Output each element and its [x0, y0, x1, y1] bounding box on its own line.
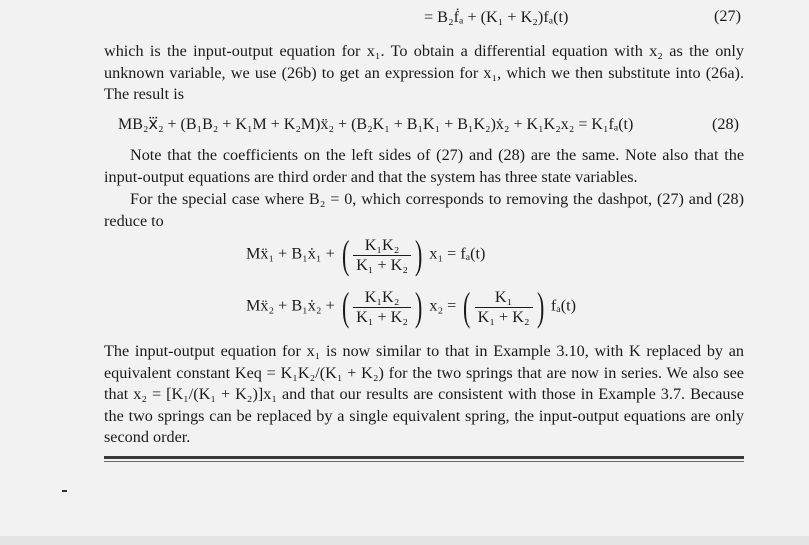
left-paren: ( [341, 284, 350, 329]
equation-28-number: (28) [712, 115, 739, 133]
eqB-lhs: Mẍ₂ + B₁ẋ₂ + [246, 296, 335, 315]
eqA-lhs: Mẍ₁ + B₁ẋ₁ + [246, 244, 335, 263]
equation-27 [424, 7, 568, 27]
eqB-frac1-denominator: K₁ + K₂ [353, 307, 411, 327]
equation-27-number: (27) [714, 7, 741, 25]
section-end-rule-thin [104, 461, 744, 462]
right-paren: ) [414, 284, 423, 329]
paragraph-2: Note that the coefficients on the left sides of (27) and (28) are the same. Note also that the input-output equations are third order and that the system has three state variables. [104, 146, 744, 186]
eqA-fraction [353, 236, 411, 275]
equation-28-expression: MB₂x⃛₂ + (B₁B₂ + K₁M + K₂M)ẍ₂ + (B₂K₁ + B₁K₁ + B₁K₂)ẋ₂ + K₁K₂x₂ = K₁fₐ(t) [118, 116, 634, 133]
eqB-frac1-numerator: K₁K₂ [364, 287, 400, 306]
page-bottom-edge [0, 536, 809, 545]
left-paren: ( [463, 284, 471, 329]
equation-reduced-x2 [246, 284, 577, 329]
eqA-frac-denominator: K₁ + K₂ [353, 255, 411, 275]
left-paren: ( [341, 232, 350, 277]
eqB-mid: x₂ = [429, 296, 457, 315]
eqA-frac-numerator: K₁K₂ [364, 235, 400, 254]
right-paren: ) [536, 284, 544, 329]
paragraph-1: which is the input-output equation for x₁. To obtain a differential equation with x₂ as the only unknown variable, we use (26b) to get an expression for x₁, which we then substitute into (26a). The result is [104, 42, 744, 103]
eqB-fraction-1 [353, 288, 411, 327]
paragraph-3: For the special case where B₂ = 0, which corresponds to removing the dashpot, (27) and (28) reduce to [104, 190, 744, 230]
eqB-frac2-numerator: K₁ [494, 287, 513, 306]
eqB-frac2-denominator: K₁ + K₂ [475, 307, 533, 327]
equation-reduced-x1 [246, 232, 486, 277]
equation-27-expression: = B₂ḟₐ + (K₁ + K₂)fₐ(t) [424, 8, 569, 26]
equation-28 [118, 115, 633, 135]
margin-mark [62, 490, 67, 492]
right-paren: ) [414, 232, 423, 277]
paragraph-4: The input-output equation for x₁ is now similar to that in Example 3.10, with K replaced by an equivalent constant Keq = K₁K₂/(K₁ + K₂) for the two springs that are now in series. We also see that x₂ = [K₁/(K₁ + K₂)]x₁ and that our results are consistent with those in Example 3.7. Because the two springs can be replaced by a single equivalent spring, the input-output equations are only second order. [104, 342, 744, 446]
eqA-rhs: x₁ = fₐ(t) [429, 244, 486, 263]
eqB-rhs: fₐ(t) [550, 296, 577, 315]
section-end-rule-thick [104, 456, 744, 459]
eqB-fraction-2 [475, 288, 533, 327]
